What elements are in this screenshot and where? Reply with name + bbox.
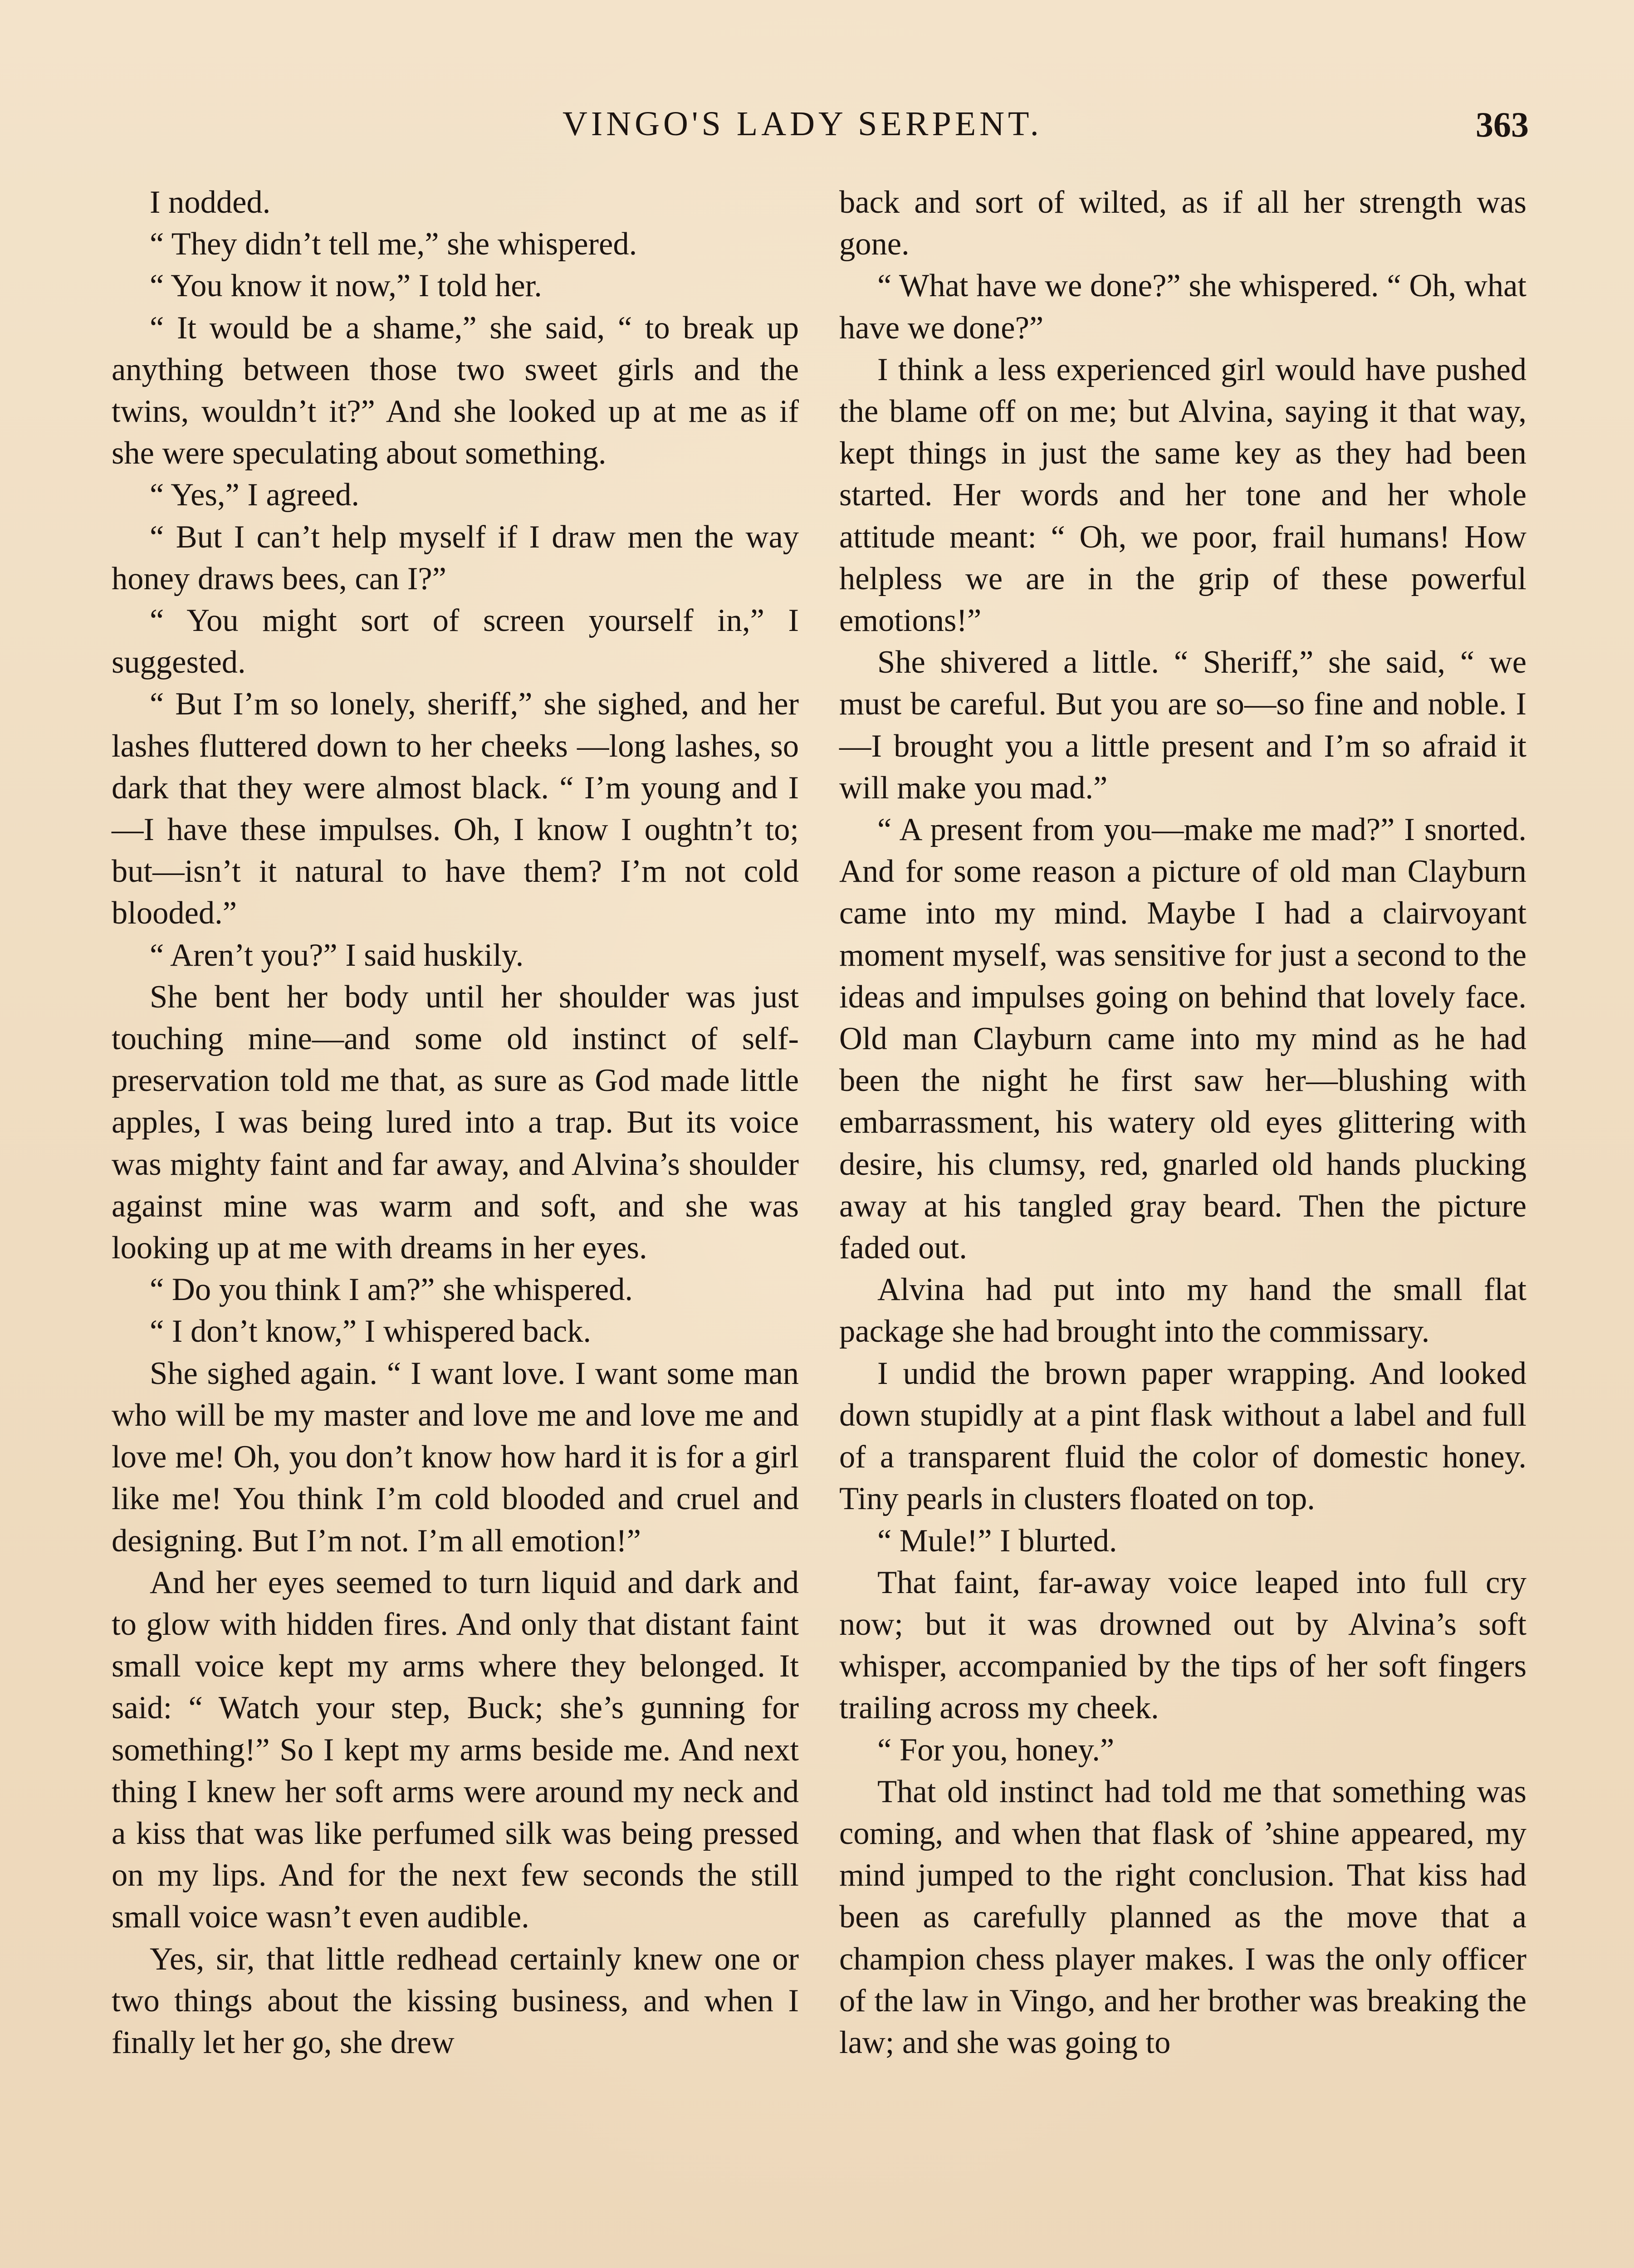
paragraph: She bent her body until her shoulder was just touching mine—and some old instinct of self-preservation told me that, as sure as God made little apples, I was being lured into a trap. But its voice was mighty faint and far away, and Alvina’s shoulder against mine was warm and soft, and she was looking up at me with dreams in her eyes. — [112, 979, 799, 1266]
paragraph: “ But I’m so lonely, sheriff,” she sighed, and her lashes fluttered down to her cheeks —long lashes, so dark that they were almost black. “ I’m young and I—I have these impulses. Oh, I know I oughtn’t to; but—isn’t it natural to have them? I’m not cold blooded.” — [112, 686, 799, 931]
paragraph: “ It would be a shame,” she said, “ to break up anything between those two sweet girls and the twins, wouldn’t it?” And she looked up at me as if she were speculating about something. — [112, 310, 799, 471]
paragraph: “ Mule!” I blurted. — [877, 1523, 1117, 1559]
paragraph: “ For you, honey.” — [877, 1732, 1115, 1768]
running-title: VINGO'S LADY SERPENT. — [563, 105, 1042, 143]
paragraph: And her eyes seemed to turn liquid and dark and to glow with hidden fires. And only that distant faint small voice kept my arms where they belonged. It said: “ Watch your step, Buck; she’s gunning for something!” So I kept my arms beside me. And next thing I knew her soft arms were around my neck and a kiss that was like perfumed silk was being pressed on my lips. And for the next few seconds the still small voice wasn’t even audible. — [112, 1564, 799, 1935]
paragraph: “ What have we done?” she whispered. “ Oh, what have we done?” — [839, 268, 1526, 346]
paragraph: That faint, far-away voice leaped into full cry now; but it was drowned out by Alvina’s soft whisper, accompanied by the tips of her soft fingers trailing across my cheek. — [839, 1564, 1526, 1726]
paragraph: I nodded. — [150, 185, 271, 220]
paragraph: I think a less experienced girl would have pushed the blame off on me; but Alvina, saying it that way, kept things in just the same key as they had been started. Her words and her tone and her whole attitude meant: “ Oh, we poor, frail humans! How helpless we are in the grip of these powerful emotions!” — [839, 352, 1526, 639]
paragraph: “ You might sort of screen yourself in,” I suggested. — [112, 603, 799, 680]
paragraph: “ Do you think I am?” she whispered. — [150, 1272, 633, 1308]
paragraph: “ I don’t know,” I whispered back. — [150, 1314, 591, 1349]
paragraph: That old instinct had told me that something was coming, and when that flask of ’shine appeared, my mind jumped to the right conclusion. That kiss had been as carefully planned as the move that a champion chess player makes. I was the only officer of the law in Vingo, and her brother was breaking the law; and she was going to — [839, 1774, 1526, 2060]
paragraph: “ Aren’t you?” I said huskily. — [150, 937, 524, 973]
paragraph: “ But I can’t help myself if I draw men the way honey draws bees, can I?” — [112, 519, 799, 596]
paragraph: “ Yes,” I agreed. — [150, 477, 360, 513]
paragraph: “ They didn’t tell me,” she whispered. — [150, 226, 637, 262]
page-header — [0, 104, 1634, 154]
paragraph: She shivered a little. “ Sheriff,” she said, “ we must be careful. But you are so—so fine and noble. I—I brought you a little present and I’m so afraid it will make you mad.” — [839, 645, 1526, 806]
page-number: 363 — [1476, 105, 1529, 144]
paragraph: She sighed again. “ I want love. I want some man who will be my master and love me and love me and love me! Oh, you don’t know how hard it is for a girl like me! You think I’m cold blooded and cruel and designing. But I’m not. I’m all emotion!” — [112, 1355, 799, 1559]
paragraph: “ You know it now,” I told her. — [150, 268, 542, 304]
right-column — [839, 181, 1526, 2063]
paragraph: back and sort of wilted, as if all her strength was gone. — [839, 185, 1526, 262]
paragraph: Yes, sir, that little redhead certainly knew one or two things about the kissing business, and when I finally let her go, she drew — [112, 1941, 799, 2060]
left-column — [112, 181, 799, 2063]
paragraph: I undid the brown paper wrapping. And looked down stupidly at a pint flask without a label and full of a transparent fluid the color of domestic honey. Tiny pearls in clusters floated on top. — [839, 1355, 1526, 1517]
paragraph: “ A present from you—make me mad?” I snorted. And for some reason a picture of old man Clayburn came into my mind. Maybe I had a clairvoyant moment myself, was sensitive for just a second to the ideas and impulses going on behind that lovely face. Old man Clayburn came into my mind as he had been the night he first saw her—blushing with embarrassment, his watery old eyes glittering with desire, his clumsy, red, gnarled old hands plucking away at his tangled gray beard. Then the picture faded out. — [839, 812, 1526, 1266]
paragraph: Alvina had put into my hand the small flat package she had brought into the commissary. — [839, 1272, 1526, 1349]
